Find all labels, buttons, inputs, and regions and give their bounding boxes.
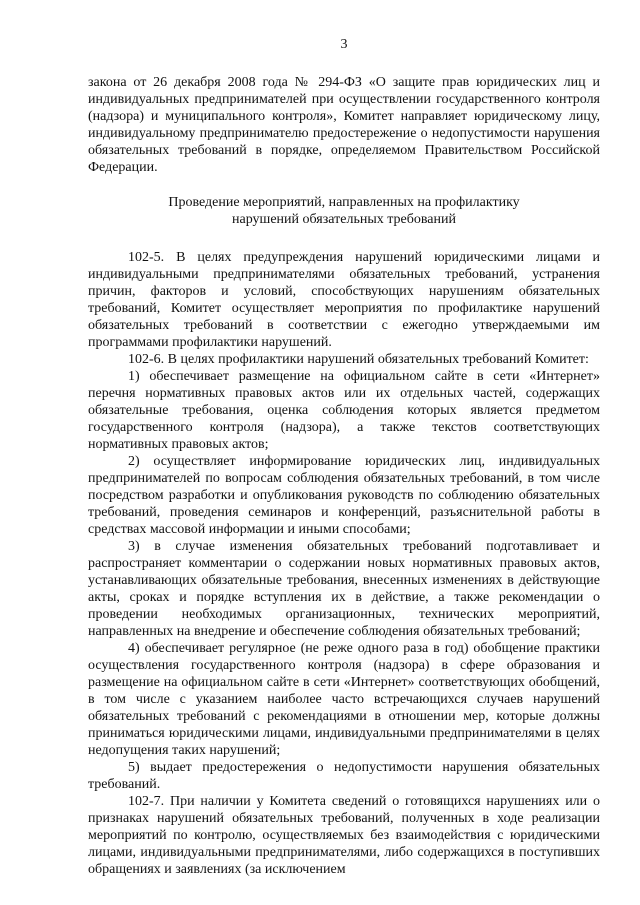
paragraph-102-6: 102-6. В целях профилактики нарушений обязательных требований Комитет:	[128, 352, 589, 367]
section-heading	[88, 194, 600, 228]
page-number: 3	[340, 37, 348, 52]
paragraph-102-7: 102-7. При наличии у Комитета сведений о готовящихся нарушениях или о признаках нарушений обязательных требований, полученных в ходе реализации мероприятий по контролю, осуществляемых без взаимодействия с юридическими лицами, индивидуальными предпринимателями, либо содержащихся в поступивших обращениях и заявлениях (за исключением	[88, 794, 600, 877]
list-item-4: 4) обеспечивает регулярное (не реже одного раза в год) обобщение практики осуществления государственного контроля (надзора) в сфере образования и размещение на официальном сайте в сети «Интернет» соответствующих обобщений, в том числе с указанием наиболее часто встречающихся случаев нарушений обязательных требований с рекомендациями в отношении мер, которые должны приниматься юридическими лицами, индивидуальными предпринимателями в целях недопущения таких нарушений;	[88, 641, 600, 758]
list-item-1: 1) обеспечивает размещение на официальном сайте в сети «Интернет» перечня нормативных правовых актов или их отдельных частей, содержащих обязательные требования, оценка соблюдения которых является предметом государственного контроля (надзора), а также текстов соответствующих нормативных правовых актов;	[88, 369, 600, 452]
section-heading-line-2: нарушений обязательных требований	[232, 212, 456, 227]
paragraph-intro: закона от 26 декабря 2008 года № 294-ФЗ «О защите прав юридических лиц и индивидуальных предпринимателей при осуществлении государственного контроля (надзора) и муниципального контроля», Комитет направляет юридическому лицу, индивидуальному предпринимателю предостережение о недопустимости нарушения обязательных требований в порядке, определяемом Правительством Российской Федерации.	[88, 75, 600, 175]
paragraph-102-5: 102-5. В целях предупреждения нарушений юридическими лицами и индивидуальными предпринимателями обязательных требований, устранения причин, факторов и условий, способствующих нарушениям обязательных требований, Комитет осуществляет мероприятия по профилактике нарушений обязательных требований в соответствии с ежегодно утверждаемыми им программами профилактики нарушений.	[88, 250, 600, 350]
list-item-2: 2) осуществляет информирование юридических лиц, индивидуальных предпринимателей по вопросам соблюдения обязательных требований, в том числе посредством разработки и опубликования руководств по соблюдению обязательных требований, проведения семинаров и конференций, разъяснительной работы в средствах массовой информации и иными способами;	[88, 454, 600, 537]
document-page	[88, 36, 600, 878]
list-item-5: 5) выдает предостережения о недопустимости нарушения обязательных требований.	[88, 760, 600, 792]
list-item-3: 3) в случае изменения обязательных требований подготавливает и распространяет комментарии о содержании новых нормативных правовых актов, устанавливающих обязательные требования, внесенных изменениях в действующие акты, сроках и порядке вступления их в действие, а также рекомендации о проведении необходимых организационных, технических мероприятий, направленных на внедрение и обеспечение соблюдения обязательных требований;	[88, 539, 600, 639]
section-heading-line-1: Проведение мероприятий, направленных на профилактику	[168, 195, 520, 210]
